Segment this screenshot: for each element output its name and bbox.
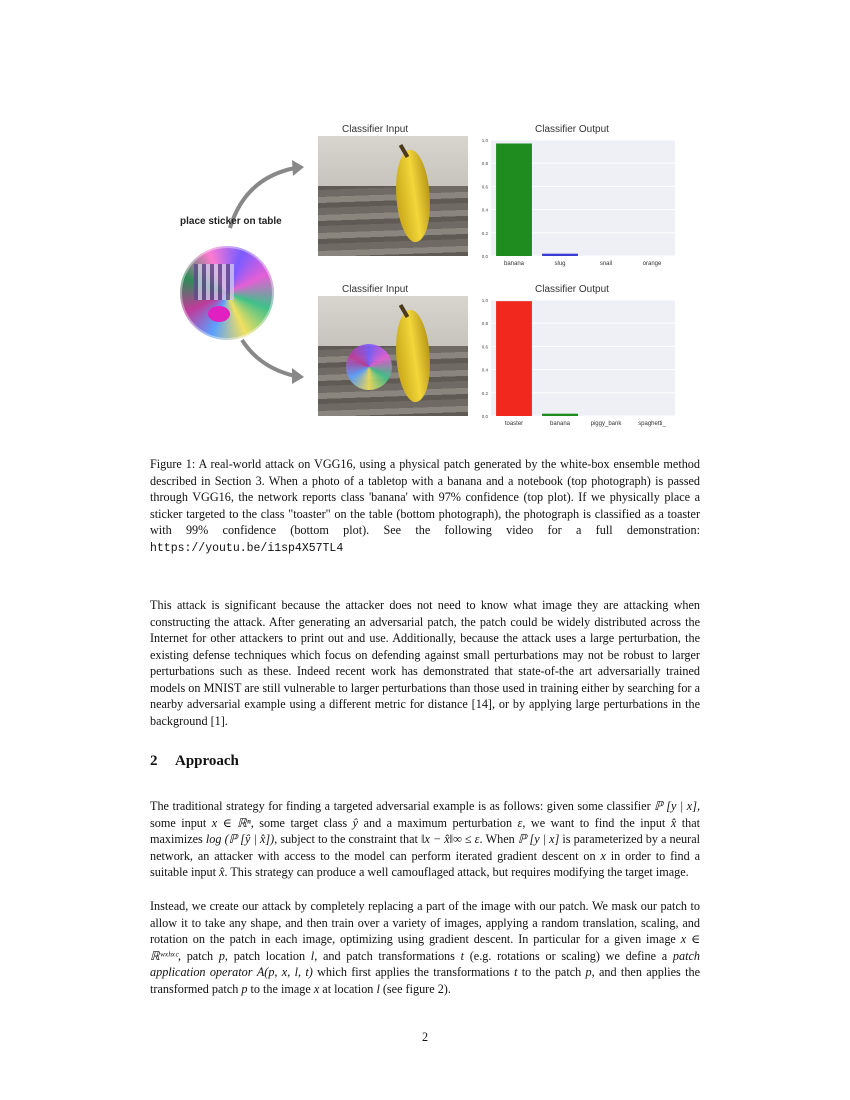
math-run: p — [585, 965, 592, 979]
math-run: x ∈ ℝʷˣʰˣᶜ — [150, 932, 700, 963]
math-run: x — [313, 981, 320, 996]
x-tick-label: snail — [599, 261, 613, 267]
math-run: x — [600, 848, 606, 863]
x-tick-label: toaster — [504, 421, 524, 427]
page-number: 2 — [421, 1030, 429, 1044]
math-run: t — [514, 965, 518, 979]
arrow-down-head — [292, 368, 304, 384]
text-run: that maximizes — [150, 815, 701, 846]
math-run: ℙ [y | x] — [654, 799, 697, 813]
math-run: t — [460, 948, 465, 963]
bottom-photograph — [318, 296, 468, 416]
math-run: log (ℙ [ŷ | x̂]) — [205, 832, 275, 846]
bottom-input-title: Classifier Input — [342, 284, 409, 295]
caption-url[interactable]: https://youtu.be/i1sp4X57TL4 — [150, 541, 344, 555]
y-tick-label: 0.6 — [481, 184, 488, 190]
y-tick-label: 0.6 — [481, 344, 488, 350]
y-tick-label: 0.2 — [481, 230, 488, 236]
text-run: to the image — [247, 981, 314, 996]
text-run: and a maximum perturbation — [358, 815, 518, 830]
bottom-chart — [475, 294, 675, 434]
top-input-title: Classifier Input — [342, 124, 409, 135]
text-run: (e.g. rotations or scaling) we define a — [464, 948, 673, 963]
arrow-up-head — [292, 160, 304, 176]
math-run: l — [310, 948, 315, 963]
y-tick-label: 0.8 — [481, 161, 488, 167]
notebook-image — [318, 296, 468, 346]
text-run: , and patch transformations — [314, 948, 461, 963]
x-tick-label: banana — [503, 261, 525, 267]
math-run: ŷ — [352, 815, 359, 830]
emphasis-run: patch application operator — [150, 948, 700, 979]
bar-slug — [542, 254, 578, 256]
y-tick-label: 0.4 — [481, 367, 488, 373]
x-tick-label: orange — [642, 261, 662, 267]
text-run: . When — [479, 832, 518, 846]
bottom-output-title: Classifier Output — [535, 284, 609, 295]
math-run: ‖x − x̂‖∞ ≤ ε — [421, 832, 480, 846]
section-heading — [150, 753, 239, 770]
math-run: p — [218, 948, 225, 963]
text-run: is parameterized by a neural network, an attacker with access to the model can perform iterated gradient descent on — [150, 832, 700, 863]
notebook-image — [318, 136, 468, 186]
text-run: to the patch — [517, 965, 586, 979]
x-tick-label: banana — [549, 421, 571, 427]
arrow-down-icon — [242, 340, 295, 376]
y-tick-label: 0.0 — [481, 254, 488, 259]
text-run: Instead, we create our attack by completely replacing a part of the image with our patch. We mask our patch to allow it to take any shape, and then train over a variety of images, applying a random translation, scaling, and rotation on the patch in each image, optimizing using gradient descent. In particular for a given image — [150, 899, 700, 946]
paragraph-1: This attack is significant because the attacker does not need to know what image they are attacking when constructing the attack. After generating an adversarial patch, the patch could be widely distributed across the Internet for other attackers to print out and use. Additionally, because the attack uses a large perturbation, the existing defense techniques which focus on defending against small perturbations may not be robust to larger perturbations such as these. Indeed recent work has demonstrated that state-of-the art adversarially trained models on MNIST are still vulnerable to larger perturbations than those used in training either by searching for a nearby adversarial example using a different metric for distance [14], or by applying large perturbations in the background [1]. — [150, 598, 700, 728]
text-run: , we want to find the input — [522, 815, 671, 830]
section-title: Approach — [175, 753, 239, 769]
x-tick-label: slug — [554, 261, 566, 267]
figure-1 — [170, 118, 690, 448]
text-run: at location — [319, 981, 377, 996]
text-run: , patch — [177, 948, 219, 963]
y-tick-label: 1.0 — [481, 298, 488, 303]
text-run: , and then applies the transformed patch — [150, 965, 700, 996]
math-run: A(p, x, l, t) — [256, 965, 313, 979]
x-tick-label: piggy_bank — [590, 421, 622, 427]
caption-text: Figure 1: A real-world attack on VGG16, using a physical patch generated by the white-box ensemble method described in Section 3. When a photo of a tabletop with a banana and a notebook (top photograph) is passed through VGG16, the network reports class 'banana' with 97% confidence (top plot). If we physically place a sticker targeted to the class "toaster" on the table (bottom photograph), the photograph is classified as a toaster with 99% confidence (bottom plot). See the following video for a full demonstration: — [150, 457, 700, 537]
text-run: , subject to the constraint that — [274, 832, 422, 846]
math-run: x̂ — [670, 815, 677, 830]
y-tick-label: 0.4 — [481, 207, 488, 213]
adversarial-patch-image — [180, 246, 274, 340]
math-run: ℙ [y | x] — [517, 832, 560, 846]
text-run: The traditional strategy for finding a targeted adversarial example is as follows: given some classifier — [150, 799, 655, 813]
bar-banana — [542, 414, 578, 416]
bottom-chart-svg — [475, 294, 675, 434]
y-tick-label: 0.8 — [481, 321, 488, 327]
text-run: (see figure 2). — [379, 981, 451, 996]
section-number: 2 — [150, 753, 158, 769]
top-chart — [475, 134, 675, 274]
math-run: p — [241, 981, 248, 996]
y-tick-label: 0.2 — [481, 390, 488, 396]
paragraph-3 — [150, 898, 700, 997]
bar-toaster — [496, 301, 532, 416]
text-run: . This strategy can produce a well camouflaged attack, but requires modifying the target image. — [224, 865, 689, 879]
y-tick-label: 0.0 — [481, 414, 488, 419]
math-run: x̂ — [219, 865, 225, 879]
top-output-title: Classifier Output — [535, 124, 609, 135]
toaster-sticker-image — [346, 344, 392, 390]
text-run: , some target class — [250, 815, 353, 830]
text-run: , some input — [150, 799, 701, 830]
top-photograph — [318, 136, 468, 256]
text-run: in order to find a suitable input — [150, 848, 700, 879]
text-run: , patch location — [224, 948, 311, 963]
math-run: x ∈ ℝⁿ — [211, 815, 251, 830]
math-run: ε — [517, 815, 523, 830]
top-chart-svg — [475, 134, 675, 274]
figure-caption — [150, 456, 700, 557]
sticker-label: place sticker on table — [180, 216, 282, 227]
x-tick-label: spaghetti_ — [638, 421, 666, 427]
y-tick-label: 1.0 — [481, 138, 488, 143]
text-run: which first applies the transformations — [312, 965, 515, 979]
paragraph-2 — [150, 798, 700, 881]
bar-banana — [496, 143, 532, 256]
math-run: l — [376, 981, 380, 996]
